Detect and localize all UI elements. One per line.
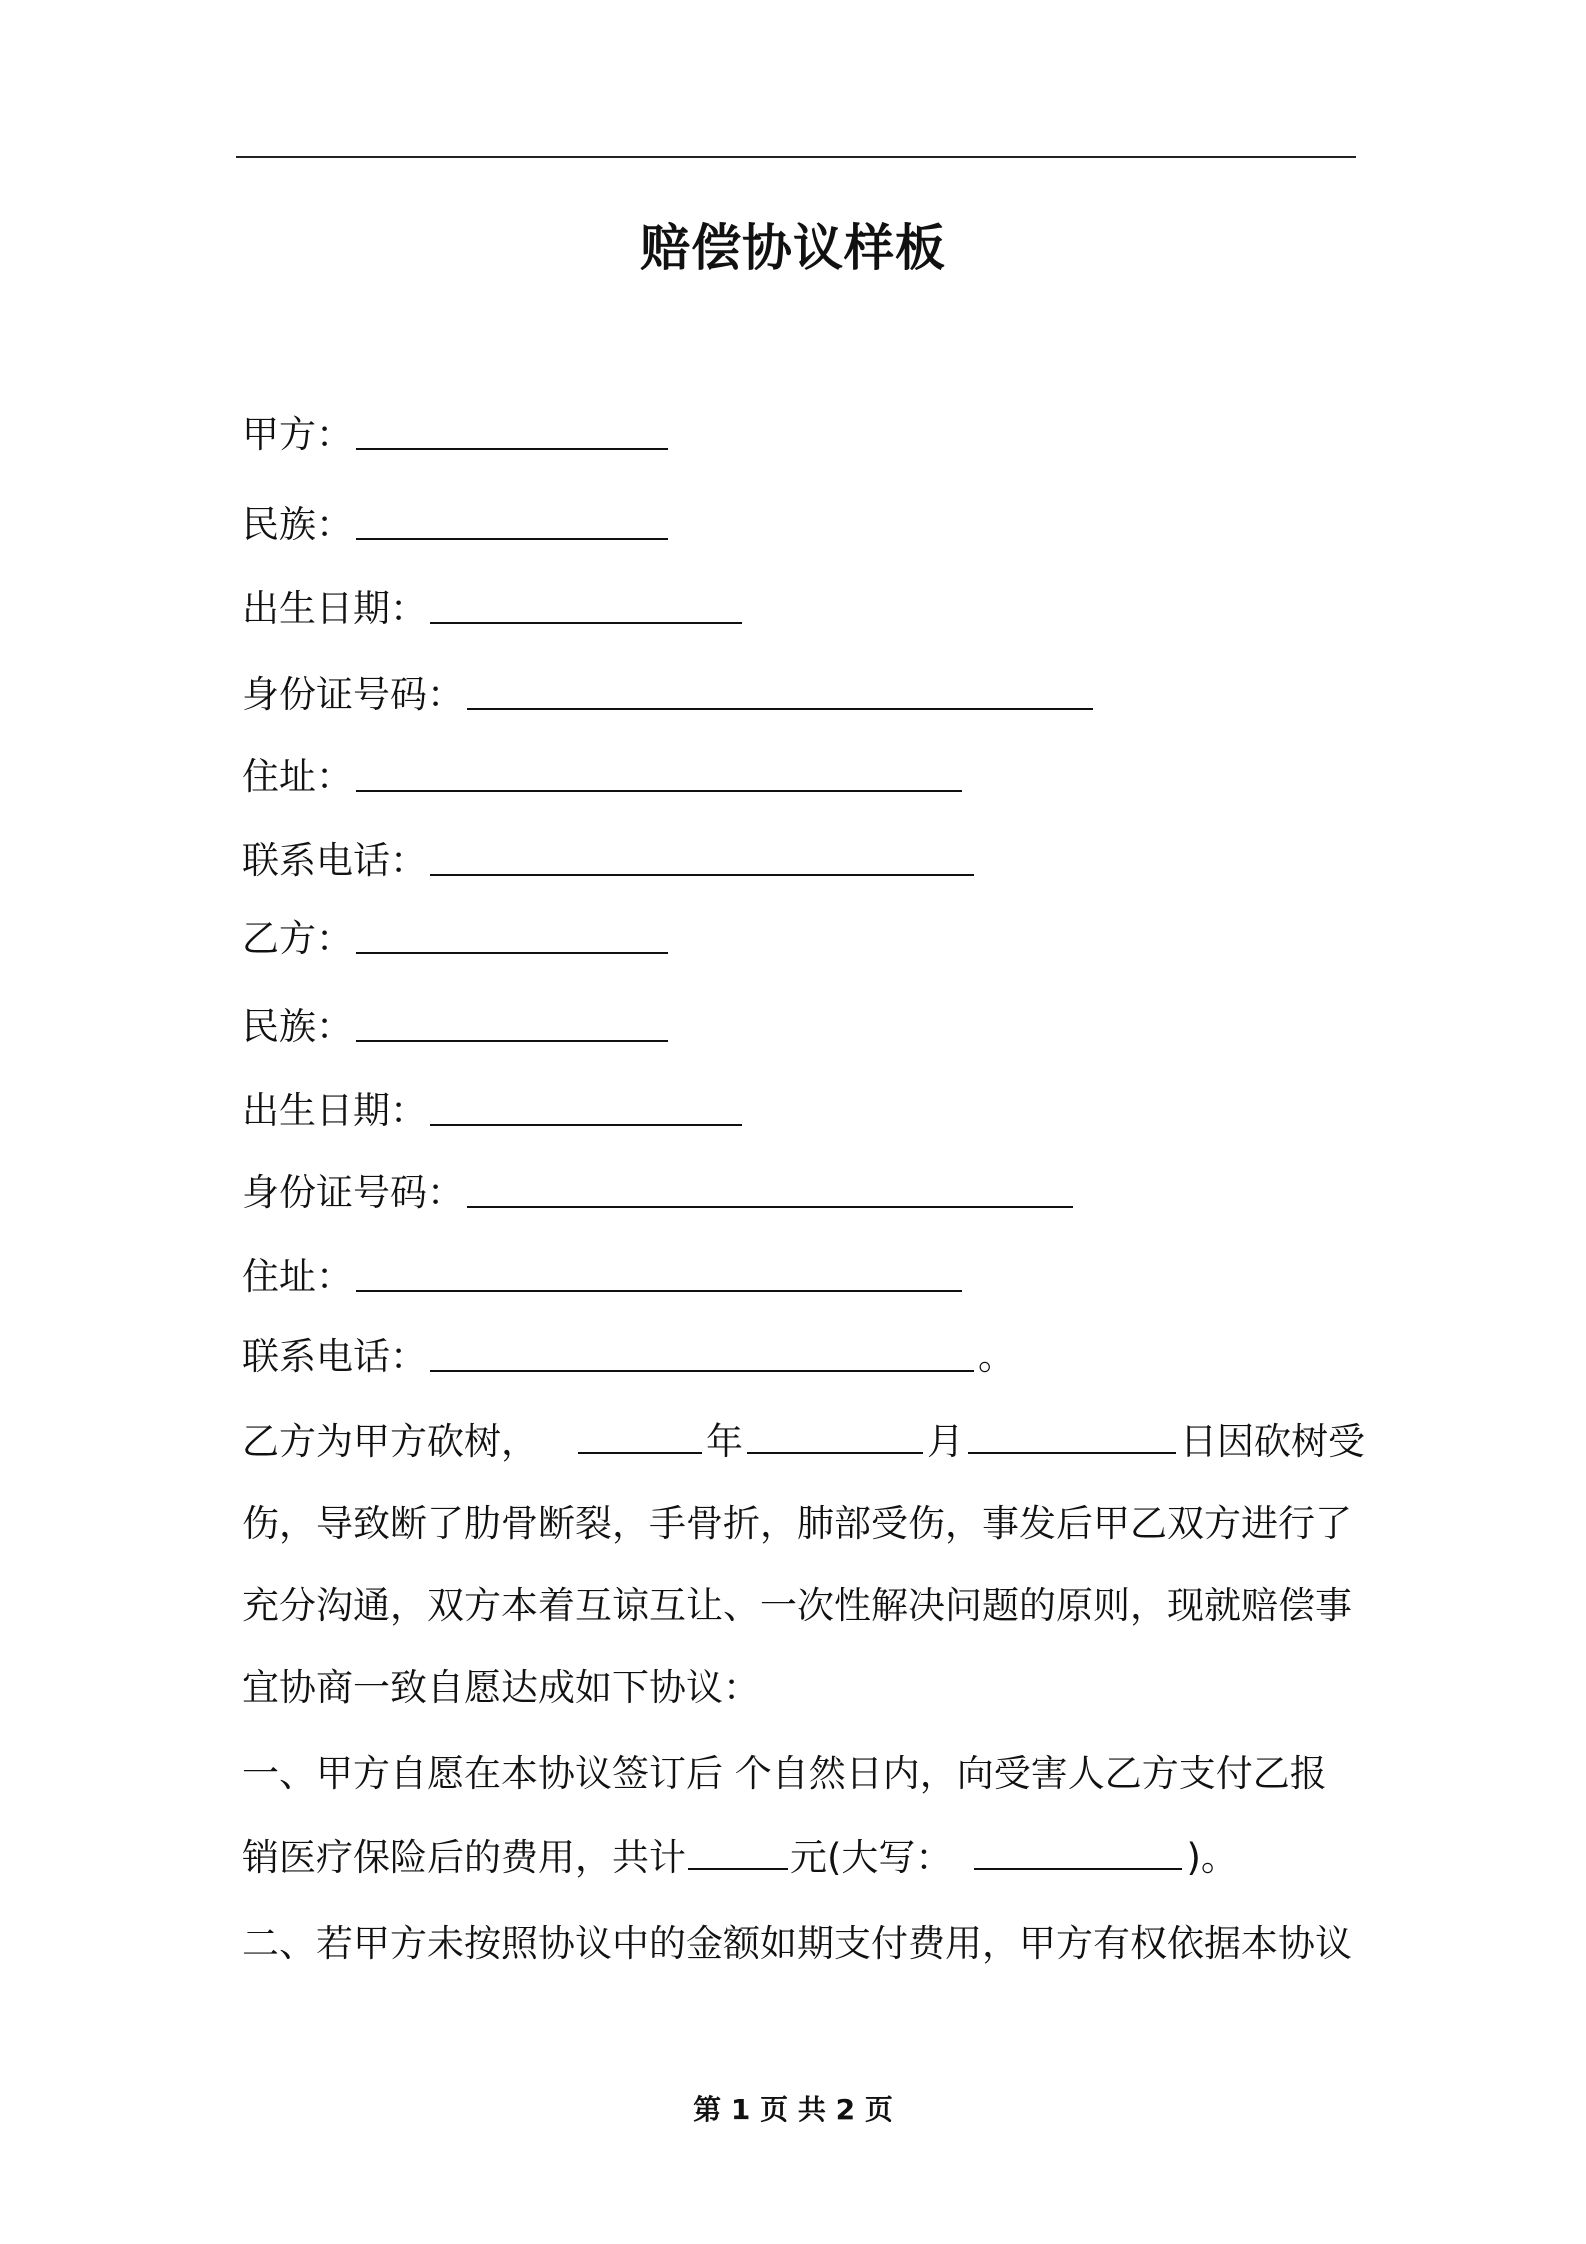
colon: ： bbox=[316, 1255, 353, 1298]
field-label: 民族 bbox=[242, 1005, 316, 1048]
amount-blank[interactable] bbox=[688, 1868, 788, 1870]
fill-blank[interactable] bbox=[467, 1206, 1073, 1208]
party-b-id-number-field bbox=[242, 1166, 1073, 1220]
party-a-name-field bbox=[242, 408, 668, 462]
party-b-phone-field bbox=[242, 1330, 1015, 1384]
party-a-phone-field bbox=[242, 834, 974, 888]
text-segment: 销医疗保险后的费用，共计 bbox=[242, 1836, 686, 1879]
fill-blank[interactable] bbox=[430, 622, 742, 624]
party-a-birth-date-field bbox=[242, 582, 742, 636]
fill-blank[interactable] bbox=[430, 1370, 974, 1372]
party-a-ethnicity-field bbox=[242, 498, 668, 552]
colon: ： bbox=[390, 1089, 427, 1132]
fill-blank[interactable] bbox=[356, 448, 668, 450]
colon: ： bbox=[390, 587, 427, 630]
period: 。 bbox=[978, 1335, 1015, 1378]
amount-words-blank[interactable] bbox=[974, 1868, 1182, 1870]
text-segment: 乙方为甲方砍树， bbox=[242, 1420, 538, 1463]
month-blank[interactable] bbox=[747, 1452, 923, 1454]
field-label: 民族 bbox=[242, 503, 316, 546]
month-label: 月 bbox=[927, 1420, 964, 1463]
field-label: 身份证号码 bbox=[242, 673, 427, 716]
fill-blank[interactable] bbox=[356, 1040, 668, 1042]
colon: ： bbox=[316, 503, 353, 546]
clause-one-line bbox=[242, 1830, 1238, 1886]
party-a-address-field bbox=[242, 750, 962, 804]
colon: ： bbox=[427, 1171, 464, 1214]
party-b-address-field bbox=[242, 1250, 962, 1304]
fill-blank[interactable] bbox=[356, 1290, 962, 1292]
field-label: 住址 bbox=[242, 1255, 316, 1298]
paragraph-line bbox=[242, 1414, 1365, 1470]
clause-one-line: 一、甲方自愿在本协议签订后 个自然日内，向受害人乙方支付乙报 bbox=[242, 1752, 1327, 1795]
colon: ： bbox=[316, 917, 353, 960]
header-rule bbox=[236, 156, 1356, 158]
party-b-birth-date-field bbox=[242, 1084, 742, 1138]
fill-blank[interactable] bbox=[430, 1124, 742, 1126]
party-a-id-number-field bbox=[242, 668, 1093, 722]
field-label: 身份证号码 bbox=[242, 1171, 427, 1214]
fill-blank[interactable] bbox=[356, 790, 962, 792]
colon: ： bbox=[427, 673, 464, 716]
text-segment: 日因砍树受 bbox=[1180, 1420, 1365, 1463]
field-label: 联系电话 bbox=[242, 1335, 390, 1378]
field-label: 出生日期 bbox=[242, 587, 390, 630]
field-label: 住址 bbox=[242, 755, 316, 798]
colon: ： bbox=[316, 755, 353, 798]
fill-blank[interactable] bbox=[356, 952, 668, 954]
text-segment: )。 bbox=[1186, 1836, 1238, 1879]
party-b-ethnicity-field bbox=[242, 1000, 668, 1054]
field-label: 出生日期 bbox=[242, 1089, 390, 1132]
field-label: 甲方 bbox=[242, 413, 316, 456]
field-label: 乙方 bbox=[242, 917, 316, 960]
year-blank[interactable] bbox=[578, 1452, 702, 1454]
colon: ： bbox=[316, 1005, 353, 1048]
paragraph-line: 伤，导致断了肋骨断裂，手骨折，肺部受伤，事发后甲乙双方进行了 bbox=[242, 1502, 1352, 1545]
clause-two-line: 二、若甲方未按照协议中的金额如期支付费用，甲方有权依据本协议 bbox=[242, 1922, 1352, 1965]
paragraph-line: 宜协商一致自愿达成如下协议： bbox=[242, 1666, 760, 1709]
fill-blank[interactable] bbox=[467, 708, 1093, 710]
day-blank[interactable] bbox=[968, 1452, 1176, 1454]
page-footer: 第 1 页 共 2 页 bbox=[693, 2093, 893, 2126]
text-segment: 元(大写： bbox=[790, 1836, 953, 1879]
year-label: 年 bbox=[706, 1420, 743, 1463]
document-title: 赔偿协议样板 bbox=[640, 219, 946, 277]
colon: ： bbox=[316, 413, 353, 456]
party-b-name-field bbox=[242, 912, 668, 966]
fill-blank[interactable] bbox=[430, 874, 974, 876]
colon: ： bbox=[390, 1335, 427, 1378]
field-label: 联系电话 bbox=[242, 839, 390, 882]
fill-blank[interactable] bbox=[356, 538, 668, 540]
paragraph-line: 充分沟通，双方本着互谅互让、一次性解决问题的原则，现就赔偿事 bbox=[242, 1584, 1352, 1627]
colon: ： bbox=[390, 839, 427, 882]
